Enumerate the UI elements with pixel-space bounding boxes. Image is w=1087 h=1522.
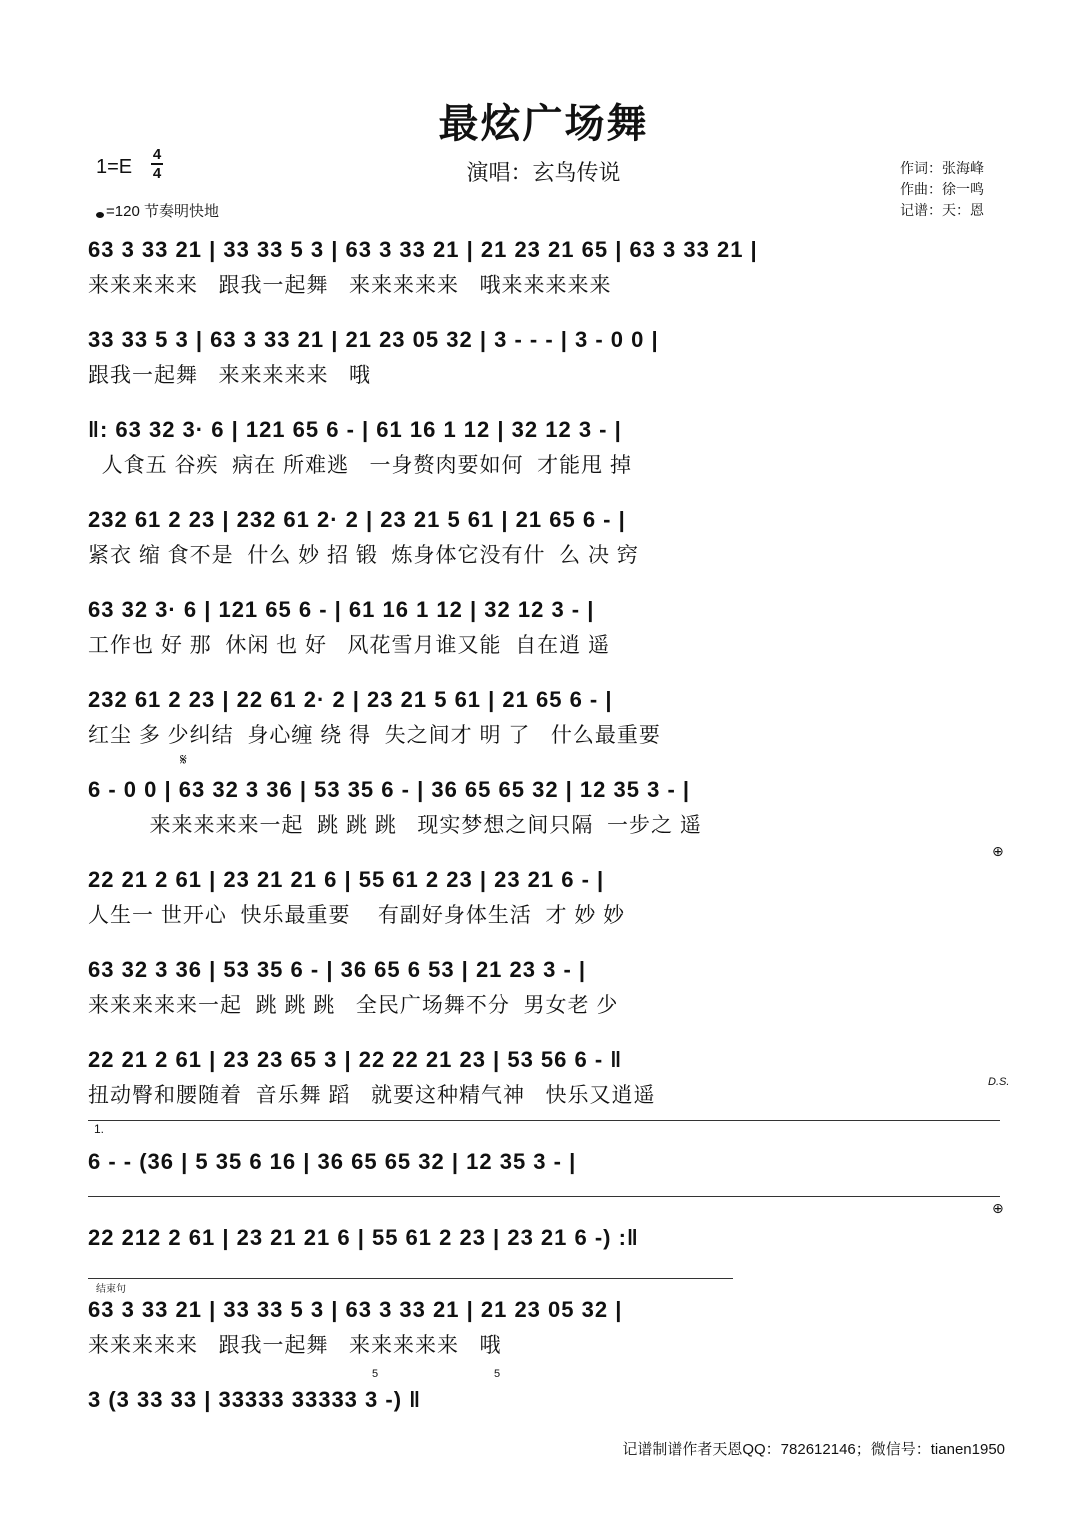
tuplet-mark: 5	[372, 1368, 379, 1380]
tempo-text: =120 节奏明快地	[106, 203, 219, 220]
ending-label: 结束句	[96, 1284, 126, 1295]
time-signature	[150, 146, 164, 182]
lyrics: 扭动臀和腰随着 音乐舞 蹈 就要这种精气神 快乐又逍遥	[88, 1084, 656, 1107]
notes: 63 32 3· 6 | 121 65 6 - | 61 16 1 12 | 32 12 3 - |	[88, 597, 595, 622]
lyrics: 来来来来来 跟我一起舞 来来来来来 哦	[88, 1334, 502, 1357]
notes: 63 32 3 36 | 53 35 6 - | 36 65 6 53 | 21 23 3 - |	[88, 957, 587, 982]
notes: 22 21 2 61 | 23 23 65 3 | 22 22 21 23 | 53 56 6 - ‖	[88, 1047, 623, 1072]
score-line-10	[88, 1046, 1003, 1107]
notes: 6 - - (36 | 5 35 6 16 | 36 65 65 32 | 12 35 3 - |	[88, 1149, 577, 1174]
score-line-11	[88, 1148, 1003, 1192]
score-line-1	[88, 236, 1003, 297]
lyrics: 来来来来来一起 跳 跳 跳 现实梦想之间只隔 一步之 遥	[88, 814, 702, 837]
lyricist: 作词：张海峰	[900, 160, 984, 176]
notes: 22 21 2 61 | 23 21 21 6 | 55 61 2 23 | 23 21 6 - |	[88, 867, 605, 892]
credits	[900, 158, 984, 221]
notes: 6 - 0 0 | 63 32 3 36 | 53 35 6 - | 36 65 65 32 | 12 35 3 - |	[88, 777, 691, 802]
singer-label: 演唱：玄鸟传说	[466, 160, 621, 185]
page-title: 最炫广场舞	[438, 102, 649, 146]
coda-icon: ⊕	[992, 1200, 1004, 1216]
score-line-6	[88, 686, 1003, 747]
notes: 232 61 2 23 | 232 61 2· 2 | 23 21 5 61 | 21 65 6 - |	[88, 507, 626, 532]
score-line-2	[88, 326, 1003, 387]
notes: 22 212 2 61 | 23 21 21 6 | 55 61 2 23 | 23 21 6 -) :‖	[88, 1225, 639, 1250]
transcriber: 记谱：天：恩	[900, 202, 984, 218]
score-line-7	[88, 776, 1003, 837]
tempo-marking	[96, 200, 219, 221]
lyrics: 跟我一起舞 来来来来来 哦	[88, 364, 372, 387]
notes: ‖: 63 32 3· 6 | 121 65 6 - | 61 16 1 12 | 32 12 3 - |	[88, 417, 622, 442]
tuplet-mark: 5	[494, 1368, 501, 1380]
score-line-12	[88, 1224, 1003, 1268]
score-line-5	[88, 596, 1003, 657]
coda-icon: ⊕	[992, 843, 1004, 859]
lyrics: 来来来来来一起 跳 跳 跳 全民广场舞不分 男女老 少	[88, 994, 619, 1017]
score-line-3	[88, 416, 1003, 477]
quarter-note-icon	[96, 212, 104, 218]
volta-1-label: 1.	[94, 1122, 105, 1136]
notes: 33 33 5 3 | 63 3 33 21 | 21 23 05 32 | 3 - - - | 3 - 0 0 |	[88, 327, 659, 352]
notes: 232 61 2 23 | 22 61 2· 2 | 23 21 5 61 | 21 65 6 - |	[88, 687, 613, 712]
score-line-9	[88, 956, 1003, 1017]
time-signature-bottom: 4	[152, 165, 162, 182]
segno-icon: 𝄋	[180, 752, 187, 769]
lyrics: 紧衣 缩 食不是 什么 妙 招 锻 炼身体它没有什 么 决 窍	[88, 544, 639, 567]
notes: 3 (3 33 33 | 33333 33333 3 -) ‖	[88, 1387, 422, 1412]
notes: 63 3 33 21 | 33 33 5 3 | 63 3 33 21 | 21 23 05 32 |	[88, 1297, 623, 1322]
score-line-13	[88, 1296, 1003, 1357]
key-signature: 1=E	[96, 156, 133, 178]
lyrics: 红尘 多 少纠结 身心缠 绕 得 失之间才 明 了 什么最重要	[88, 724, 661, 747]
score-line-8	[88, 866, 1003, 927]
time-signature-top: 4	[152, 146, 162, 163]
lyrics: 人生一 世开心 快乐最重要 有副好身体生活 才 妙 妙	[88, 904, 626, 927]
composer: 作曲：徐一鸣	[900, 181, 984, 197]
lyrics: 工作也 好 那 休闲 也 好 风花雪月谁又能 自在逍 遥	[88, 634, 611, 657]
lyrics: 人食五 谷疾 病在 所难逃 一身赘肉要如何 才能甩 掉	[88, 454, 633, 477]
score-line-4	[88, 506, 1003, 567]
score-line-14	[88, 1386, 1003, 1430]
lyrics: 来来来来来 跟我一起舞 来来来来来 哦来来来来来	[88, 274, 612, 297]
notes: 63 3 33 21 | 33 33 5 3 | 63 3 33 21 | 21 23 21 65 | 63 3 33 21 |	[88, 237, 758, 262]
footer-credit: 记谱制谱作者天恩QQ：782612146；微信号：tianen1950	[622, 1441, 1005, 1458]
ds-marking: D.S.	[988, 1076, 1010, 1088]
